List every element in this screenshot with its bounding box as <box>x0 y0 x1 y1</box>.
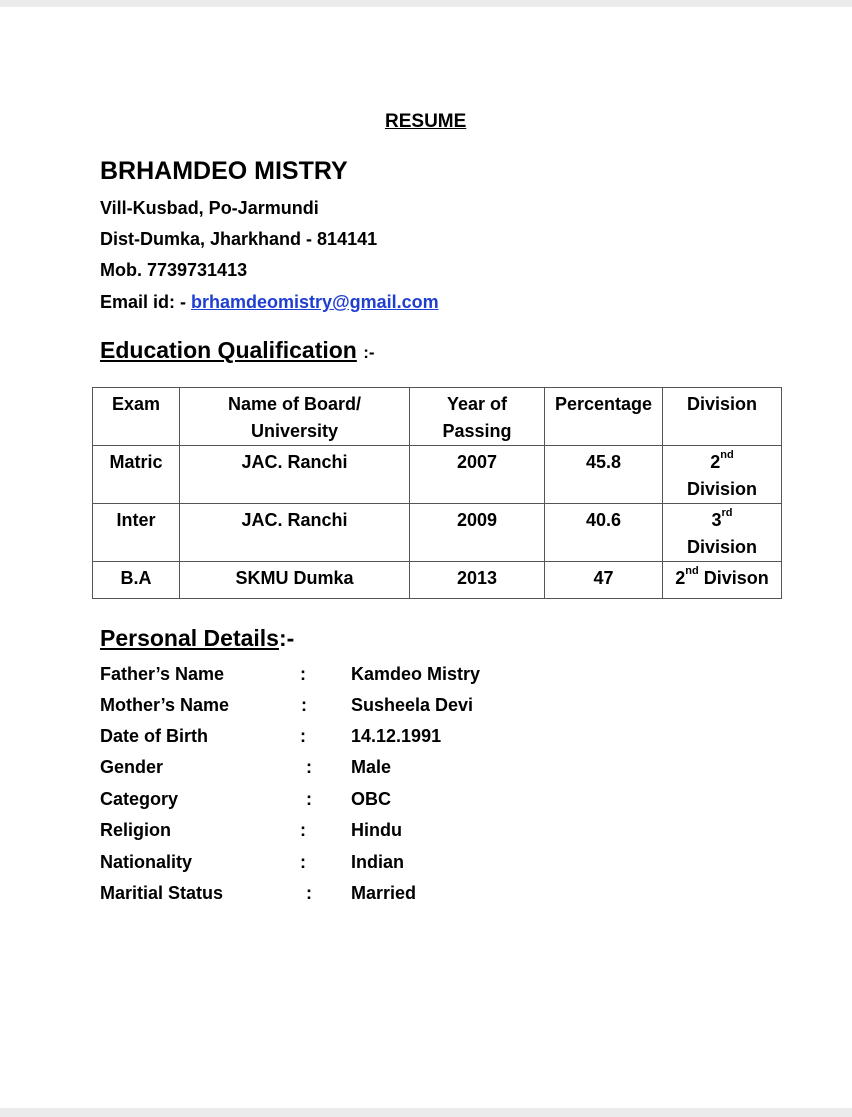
detail-label: Category <box>100 789 179 809</box>
mobile-number: Mob. 7739731413 <box>100 260 248 280</box>
cell-year: 2007 <box>410 446 545 504</box>
address-line-1: Vill-Kusbad, Po-Jarmundi <box>100 198 319 218</box>
cell-board: JAC. Ranchi <box>180 504 410 562</box>
detail-label: Religion <box>100 820 171 840</box>
detail-colon: : <box>300 726 306 746</box>
detail-label: Father’s Name <box>100 664 225 684</box>
cell-percentage: 47 <box>545 562 663 599</box>
cell-division <box>663 504 782 562</box>
division-number: 2 <box>710 452 721 472</box>
cell-exam: B.A <box>93 562 180 599</box>
personal-heading-suffix: :- <box>278 625 295 651</box>
header-percentage: Percentage <box>545 388 663 446</box>
table-row <box>93 562 782 599</box>
division-number: 2 <box>675 568 686 588</box>
detail-value: Married <box>351 883 417 903</box>
division-text: Division <box>686 479 757 499</box>
resume-title: RESUME <box>385 111 467 132</box>
division-number: 3 <box>711 510 722 530</box>
email-label: Email id: - <box>100 292 187 312</box>
education-heading <box>100 337 375 364</box>
cell-exam: Matric <box>93 446 180 504</box>
header-board: Name of Board/ University <box>180 388 410 446</box>
detail-colon: : <box>306 757 312 777</box>
detail-colon: : <box>306 883 312 903</box>
division-suffix: nd <box>720 449 734 461</box>
cell-division <box>663 562 782 599</box>
cell-year: 2009 <box>410 504 545 562</box>
resume-page <box>0 7 852 1108</box>
detail-value: Hindu <box>351 820 402 840</box>
header-division: Division <box>663 388 782 446</box>
candidate-name: BRHAMDEO MISTRY <box>100 157 348 185</box>
division-suffix: nd <box>685 565 699 577</box>
cell-percentage: 45.8 <box>545 446 663 504</box>
cell-year: 2013 <box>410 562 545 599</box>
header-exam: Exam <box>93 388 180 446</box>
table-row <box>93 446 782 504</box>
email-row <box>100 292 439 313</box>
division-text: Divison <box>703 568 769 588</box>
detail-value: Indian <box>351 852 404 872</box>
cell-exam: Inter <box>93 504 180 562</box>
detail-colon: : <box>300 664 306 684</box>
detail-colon: : <box>300 852 306 872</box>
detail-value: 14.12.1991 <box>351 726 442 746</box>
detail-label: Mother’s Name <box>100 695 230 715</box>
table-header-row <box>93 388 782 446</box>
cell-division <box>663 446 782 504</box>
address-line-2: Dist-Dumka, Jharkhand - 814141 <box>100 229 378 249</box>
detail-label: Gender <box>100 757 164 777</box>
detail-value: Susheela Devi <box>351 695 474 715</box>
detail-value: Male <box>351 757 392 777</box>
personal-heading-text: Personal Details <box>100 625 279 651</box>
cell-board: JAC. Ranchi <box>180 446 410 504</box>
cell-percentage: 40.6 <box>545 504 663 562</box>
detail-label: Nationality <box>100 852 193 872</box>
detail-colon: : <box>300 820 306 840</box>
email-link[interactable]: brhamdeomistry@gmail.com <box>191 292 439 312</box>
personal-heading <box>100 625 294 652</box>
cell-board: SKMU Dumka <box>180 562 410 599</box>
table-row <box>93 504 782 562</box>
detail-value: Kamdeo Mistry <box>351 664 481 684</box>
detail-colon: : <box>306 789 312 809</box>
division-text: Division <box>686 537 757 557</box>
education-heading-text: Education Qualification <box>100 337 357 363</box>
detail-label: Date of Birth <box>100 726 208 746</box>
detail-value: OBC <box>351 789 391 809</box>
detail-label: Maritial Status <box>100 883 224 903</box>
education-table <box>92 387 782 599</box>
division-suffix: rd <box>721 507 733 519</box>
detail-colon: : <box>301 695 307 715</box>
header-year: Year of Passing <box>410 388 545 446</box>
education-heading-suffix: :- <box>363 343 375 362</box>
